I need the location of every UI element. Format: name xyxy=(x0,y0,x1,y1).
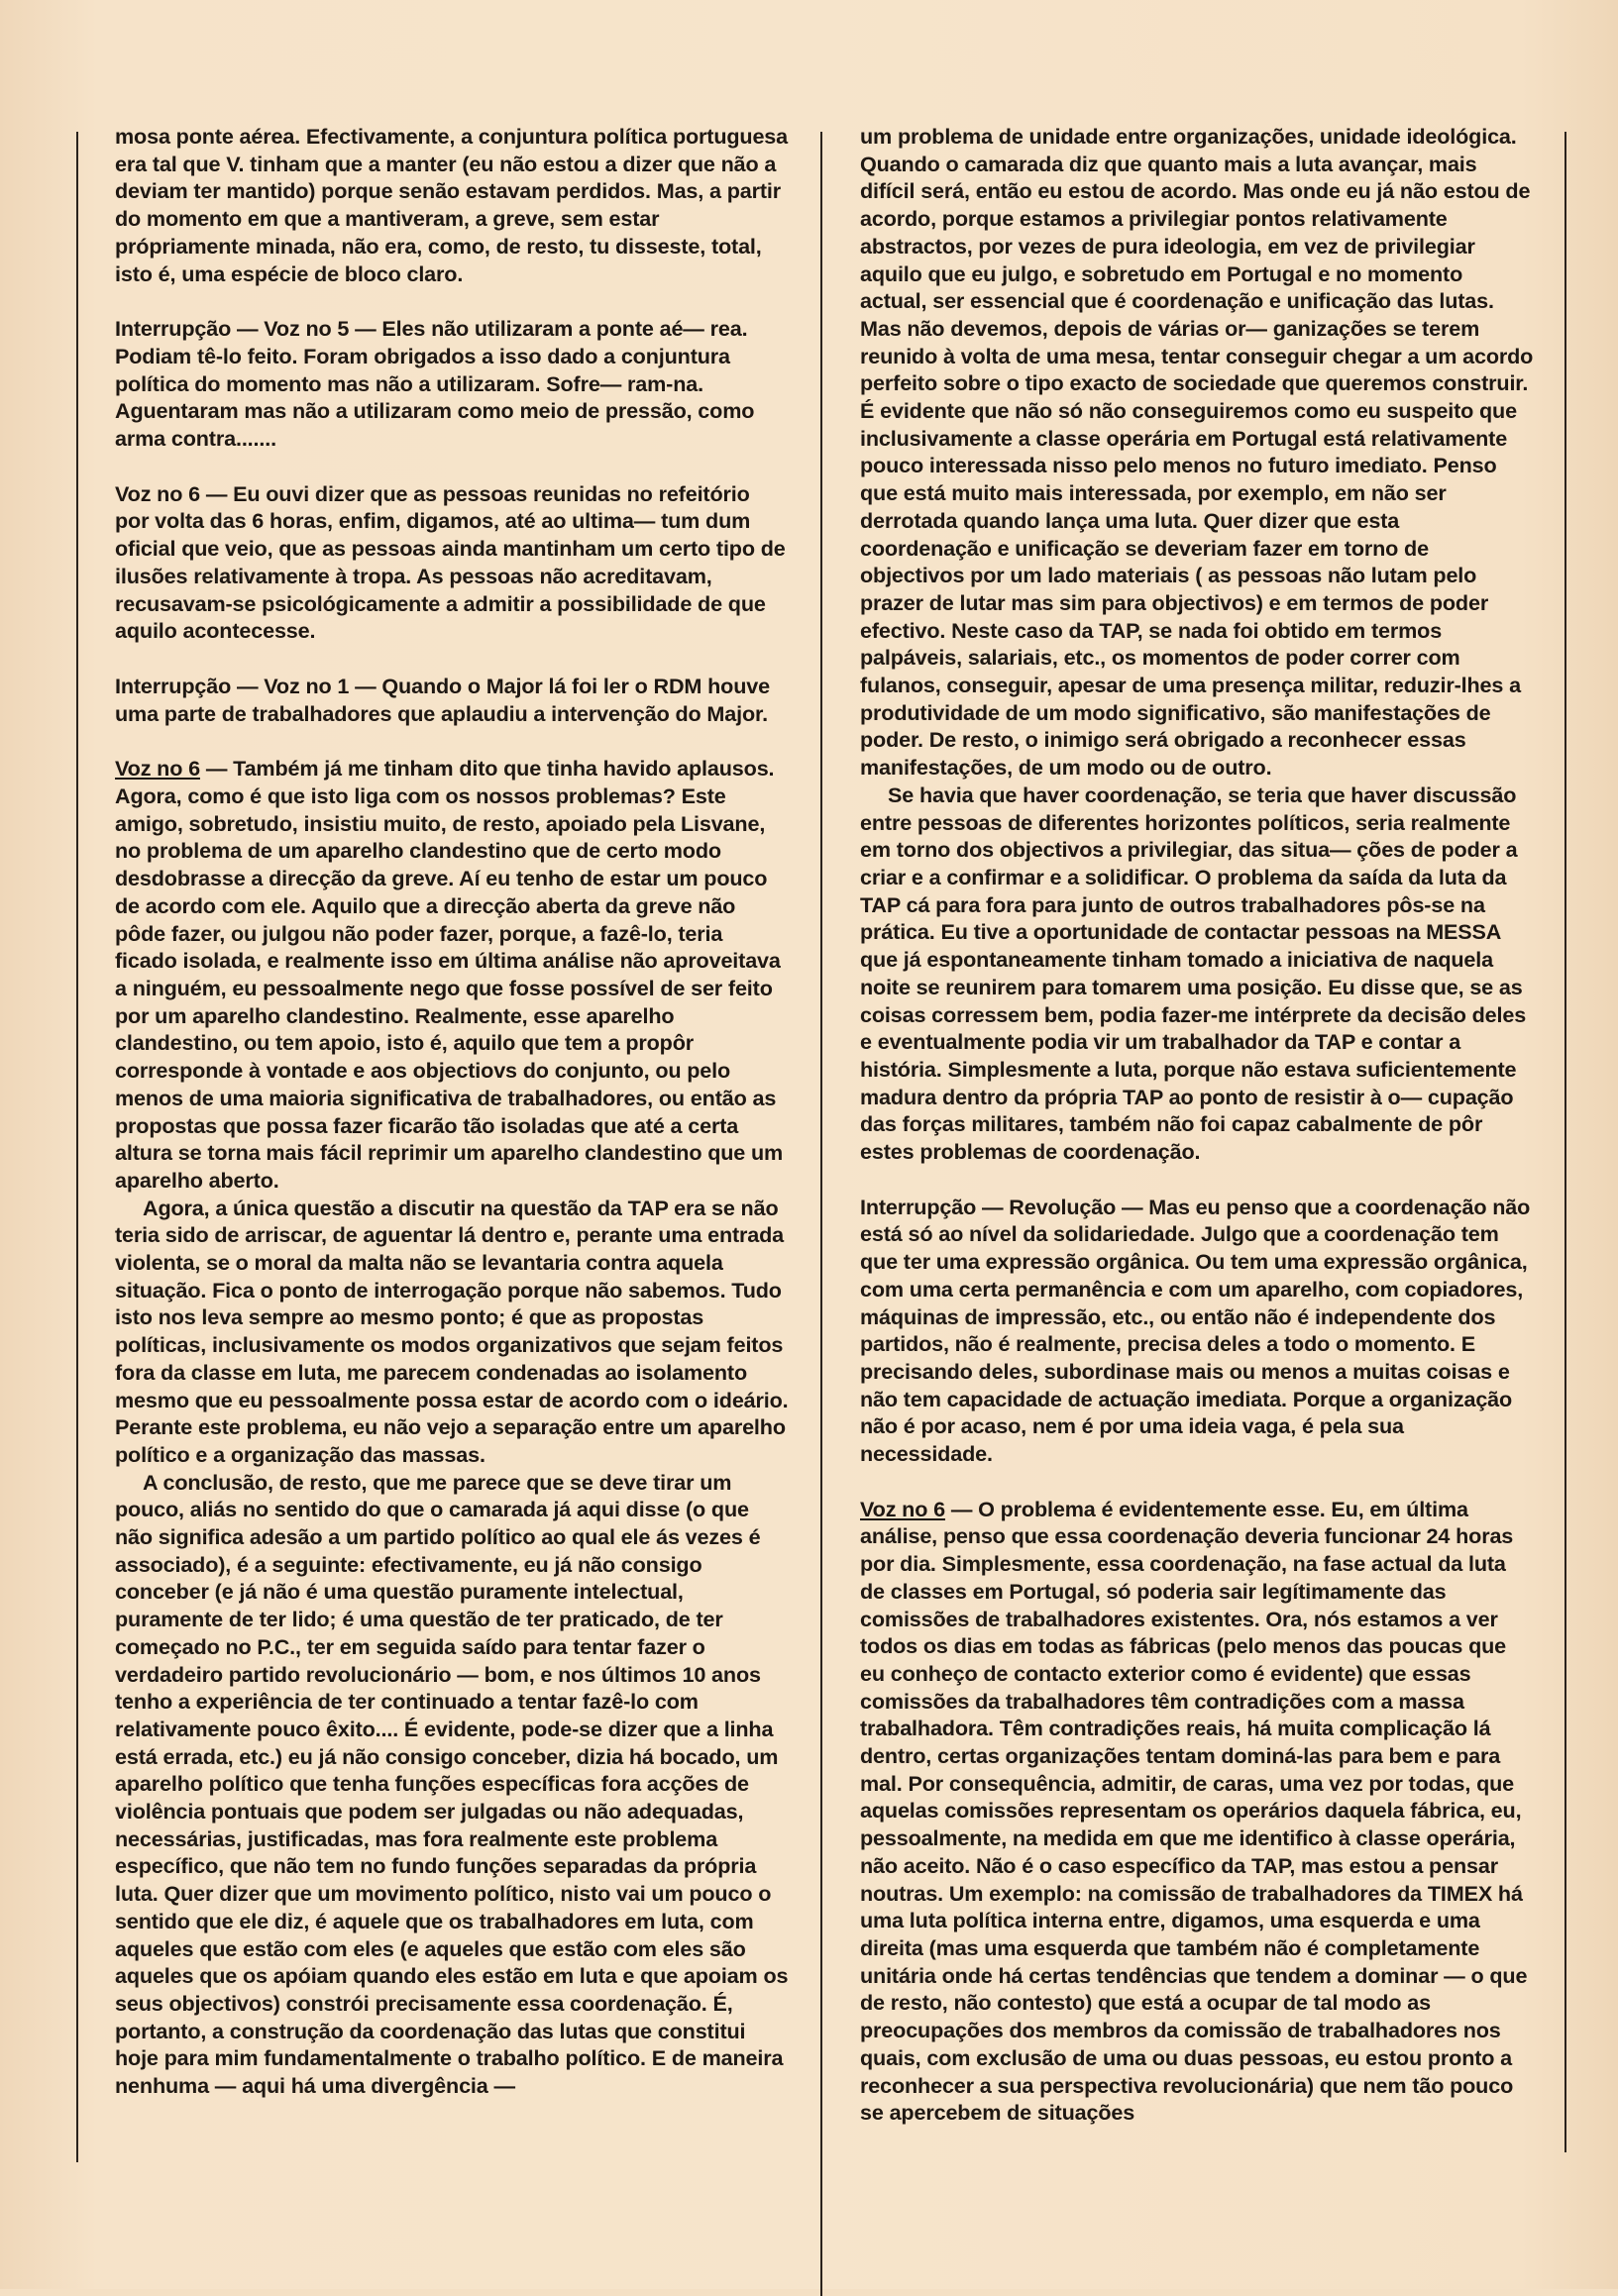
paragraph: um problema de unidade entre organizações, unidade ideológica. Quando o camarada diz que quanto mais a luta avançar, mais difícil será, então eu estou de acordo. Mas onde eu já não estou de acordo, porque estamos a privilegiar pontos relativamente abstractos, por vezes de pura ideologia, em vez de privilegiar aquilo que eu julgo, e sobretudo em Portugal e no momento actual, ser essencial que é coordenação e unificação das lutas. Mas não devemos, depois de várias or— ganizações se terem reunido à volta de uma mesa, tentar conseguir chegar a um acordo perfeito sobre o tipo exacto de sociedade que queremos construir. É evidente que não só não conseguiremos como eu suspeito que inclusivamente a classe operária em Portugal está relativamente pouco interessada nisso pelo menos no futuro imediato. Penso que está muito mais interessada, por exemplo, em não ser derrotada quando lança uma luta. Quer dizer que esta coordenação e unificação se deveriam fazer em torno de objectivos por um lado materiais ( as pessoas não lutam pelo prazer de lutar mas sim para objectivos) e em termos de poder efectivo. Neste caso da TAP, se nada foi obtido em termos palpáveis, salariais, etc., os momentos de poder correr com fulanos, conseguir, apesar de uma presença militar, reduzir-lhes a produtividade de um modo significativo, são manifestações de poder. De resto, o inimigo será obrigado a reconhecer essas manifestações, de um modo ou de outro. xyxy=(860,124,1534,781)
column-divider-rule xyxy=(820,132,822,2296)
paragraph xyxy=(115,755,789,1194)
right-column xyxy=(860,123,1534,2127)
speaker-label: Voz no 6 xyxy=(860,1496,945,1521)
right-margin-rule xyxy=(1564,132,1566,2152)
speaker-label: Voz no 6 xyxy=(115,756,200,782)
paragraph: mosa ponte aérea. Efectivamente, a conjuntura política portuguesa era tal que V. tinham que a manter (eu não estou a dizer que não a deviam ter mantido) porque senão estavam perdidos. Mas, a partir do momento em que a mantiveram, a greve, sem estar própriamente minada, não era, como, de resto, tu disseste, total, isto é, uma espécie de bloco claro. xyxy=(115,124,789,286)
left-margin-rule xyxy=(76,132,78,2162)
paragraph xyxy=(860,1496,1534,2127)
paragraph: Agora, a única questão a discutir na questão da TAP era se não teria sido de arriscar, de aguentar lá dentro e, perante uma entrada violenta, se o moral da malta não se levantaria contra aquela situação. Fica o ponto de interrogação porque não sabemos. Tudo isto nos leva sempre ao mesmo ponto; é que as propostas políticas, inclusivamente os modos organizativos que sejam feitos fora da classe em luta, me parecem condenadas ao isolamento mesmo que eu pessoalmente possa estar de acordo com o ideário. Perante este problema, eu não vejo a separação entre um aparelho político e a organização das massas. xyxy=(115,1195,789,1467)
left-column xyxy=(115,123,789,2100)
paragraph: A conclusão, de resto, que me parece que se deve tirar um pouco, aliás no sentido do que o camarada já aqui disse (o que não significa adesão a um partido político ao qual ele ás vezes é associado), é a seguinte: efectivamente, eu já não consigo conceber (e já não é uma questão puramente intelectual, puramente de ter lido; é uma questão de ter praticado, de ter começado no P.C., ter em seguida saído para tentar fazer o verdadeiro partido revolucionário — bom, e nos últimos 10 anos tenho a experiência de ter continuado a tentar fazê-lo com relativamente pouco êxito.... É evidente, pode-se dizer que a linha está errada, etc.) eu já não consigo conceber, dizia há bocado, um aparelho político que tenha funções específicas fora acções de violência pontuais que podem ser julgadas ou não adequadas, necessárias, justificadas, mas fora realmente este problema específico, que não tem no fundo funções separadas da própria luta. Quer dizer que um movimento político, nisto vai um pouco o sentido que ele diz, é aquele que os trabalhadores em luta, com aqueles que estão com eles (e aqueles que estão com eles são aqueles que os apóiam quando eles estão em luta e que apoiam os seus objectivos) constrói precisamente essa coordenação. É, portanto, a construção da coordenação das lutas que constitui hoje para mim fundamentalmente o trabalho político. E de maneira nenhuma — aqui há uma divergência — xyxy=(115,1469,789,2099)
paragraph: Interrupção — Revolução — Mas eu penso que a coordenação não está só ao nível da solidariedade. Julgo que a coordenação tem que ter uma expressão orgânica. Ou tem uma expressão orgânica, com uma certa permanência e com um aparelho, com copiadores, máquinas de impressão, etc., ou então não é independente dos partidos, não é realmente, precisa deles a todo o momento. E precisando deles, subordinase mais ou menos a muitas coisas e não tem capacidade de actuação imediata. Porque a organização não é por acaso, nem é por uma ideia vaga, é pela sua necessidade. xyxy=(860,1194,1531,1467)
paragraph: Voz no 6 — Eu ouvi dizer que as pessoas reunidas no refeitório por volta das 6 horas, enfim, digamos, até ao ultima— tum dum oficial que veio, que as pessoas ainda mantinham um certo tipo de ilusões relativamente à tropa. As pessoas não acreditavam, recusavam-se psicológicamente a admitir a possibilidade de que aquilo acontecesse. xyxy=(115,480,786,644)
paragraph: Se havia que haver coordenação, se teria que haver discussão entre pessoas de diferentes horizontes políticos, seria realmente em torno dos objectivos a privilegiar, das situa— ções de poder a criar e a confirmar e a solidificar. O problema da saída da luta da TAP cá para fora para junto de outros trabalhadores pôs-se na prática. Eu tive a oportunidade de contactar pessoas na MESSA que já espontaneamente tinham tomado a iniciativa de naquela noite se reunirem para tomarem uma posição. Eu disse que, se as coisas corressem bem, podia fazer-me intérprete da decisão deles e eventualmente podia vir um trabalhador da TAP e contar a história. Simplesmente a luta, porque não estava suficientemente madura dentro da própria TAP ao ponto de resistir à o— cupação das forças militares, também não foi capaz cabalmente de pôr estes problemas de coordenação. xyxy=(860,782,1527,1165)
paragraph: Interrupção — Voz no 1 — Quando o Major lá foi ler o RDM houve uma parte de trabalhadores que aplaudiu a intervenção do Major. xyxy=(115,673,770,726)
paragraph-text: — O problema é evidentemente esse. Eu, em última análise, penso que essa coordenação deveria funcionar 24 horas por dia. Simplesmente, essa coordenação, na fase actual da luta de classes em Portugal, só poderia sair legítimamente das comissões de trabalhadores existentes. Ora, nós estamos a ver todos os dias em todas as fábricas (pelo menos das poucas que eu conheço de contacto exterior como é evidente) que essas comissões da trabalhadores têm contradições com a massa trabalhadora. Têm contradições reais, há muita complicação lá dentro, certas organizações tentam dominá-las para bem e para mal. Por consequência, admitir, de caras, uma vez por todas, que aquelas comissões representam os operários daquela fábrica, eu, pessoalmente, na medida em que me identifico à classe operária, não aceito. Não é o caso específico da TAP, mas estou a pensar noutras. Um exemplo: na comissão de trabalhadores da TIMEX há uma luta política interna entre, digamos, uma esquerda e uma direita (mas uma esquerda que também não é completamente unitária onde há certas tendências que tendem a dominar — o que de resto, não contesto) que está a ocupar de tal modo as preocupações dos membros da comissão de trabalhadores nos quais, com exclusão de uma ou duas pessoas, eu estou pronto a reconhecer a sua perspectiva revolucionária) que nem tão pouco se apercebem de situações xyxy=(860,1496,1528,2126)
paragraph-text: — Também já me tinham dito que tinha havido aplausos. Agora, como é que isto liga com os nossos problemas? Este amigo, sobretudo, insistiu muito, de resto, apoiado pela Lisvane, no problema de um aparelho clandestino que de certo modo desdobrasse a direcção da greve. Aí eu tenho de estar um pouco de acordo com ele. Aquilo que a direcção aberta da greve não pôde fazer, ou julgou não poder fazer, porque, a fazê-lo, teria ficado isolada, e realmente isso em última análise não aproveitava a ninguém, eu pessoalmente nego que fosse possível de ser feito por um aparelho clandestino. Realmente, esse aparelho clandestino, ou tem apoio, isto é, aquilo que tem a propôr corresponde à vontade e aos objectiovs do conjunto, ou pelo menos de uma maioria significativa de trabalhadores, ou então as propostas que possa fazer ficarão tão isoladas que até a certa altura se torna mais fácil reprimir um aparelho clandestino que um aparelho aberto. xyxy=(115,756,784,1193)
paragraph: Interrupção — Voz no 5 — Eles não utilizaram a ponte aé— rea. Podiam tê-lo feito. Foram obrigados a isso dado a conjuntura política do momento mas não a utilizaram. Sofre— ram-na. Aguentaram mas não a utilizaram como meio de pressão, como arma contra....... xyxy=(115,316,755,452)
